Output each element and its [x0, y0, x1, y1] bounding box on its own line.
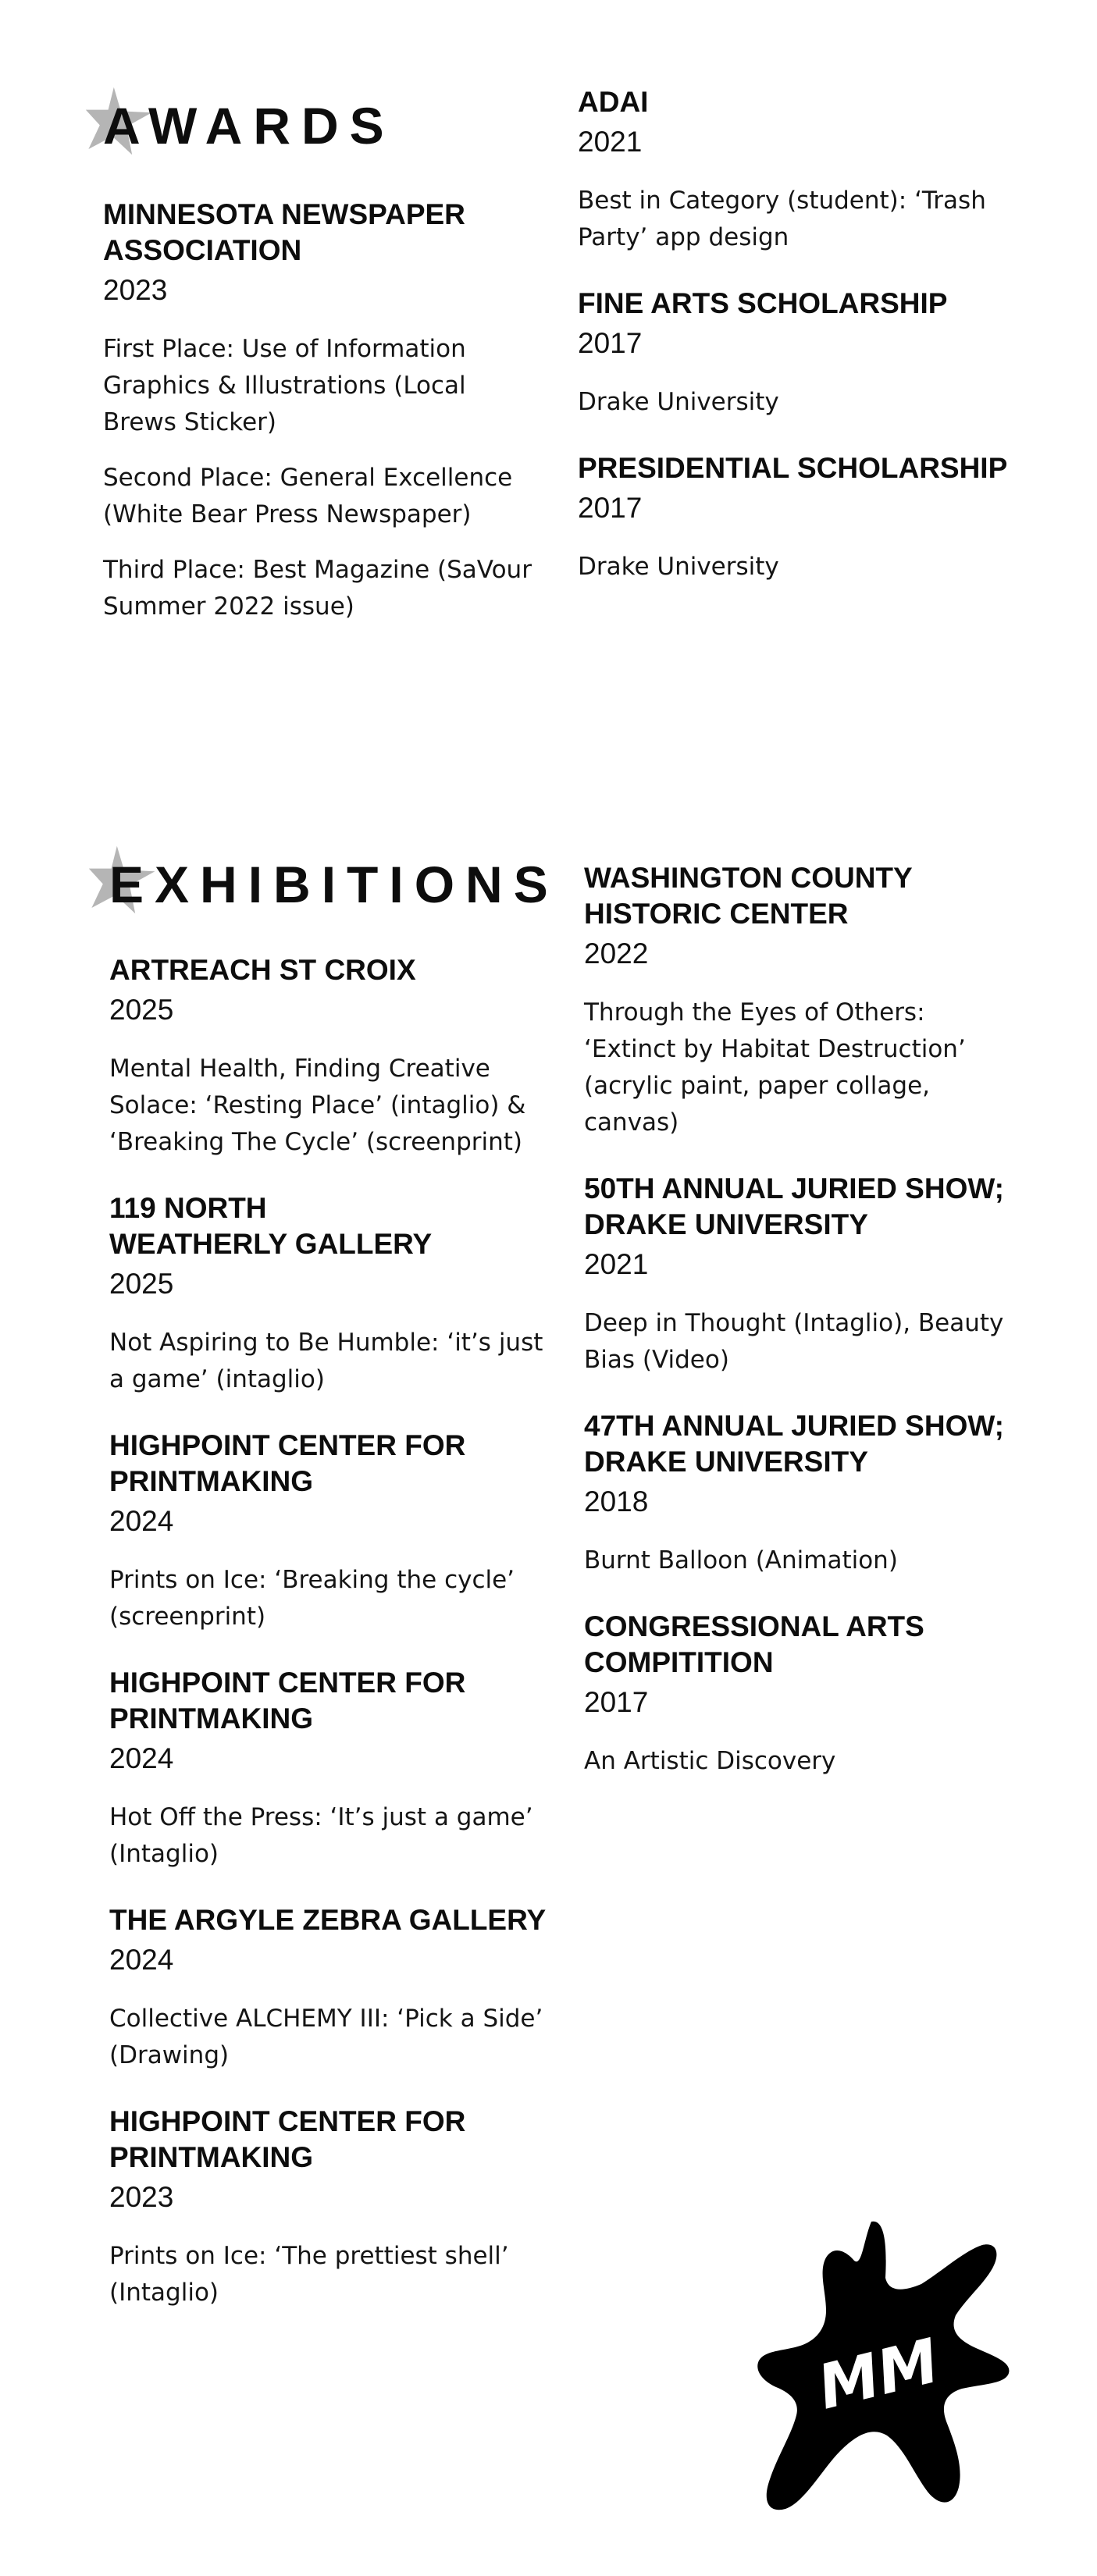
star-splat-logo-icon [754, 2217, 1012, 2514]
exhibition-year: 2022 [584, 938, 649, 970]
exhibition-entry [109, 1190, 547, 1398]
exhibition-details [109, 1051, 547, 1161]
award-details [103, 331, 540, 625]
exhibition-venue: HIGHPOINT CENTER FOR PRINTMAKING [109, 1429, 466, 1497]
exhibition-entry [109, 952, 547, 1161]
exhibition-venue: 50TH ANNUAL JURIED SHOW; DRAKE UNIVERSITY [584, 1172, 1004, 1240]
exhibition-entry [584, 1408, 1021, 1579]
exhibition-entry [109, 1428, 547, 1635]
exhibition-details [109, 1562, 547, 1635]
awards-right-column [578, 84, 1015, 604]
exhibition-venue: HIGHPOINT CENTER FOR PRINTMAKING [109, 2105, 466, 2173]
exhibition-venue: HIGHPOINT CENTER FOR PRINTMAKING [109, 1667, 466, 1735]
exhibition-year: 2018 [584, 1485, 649, 1517]
exhibition-detail: Prints on Ice: ‘Breaking the cycle’ (screenprint) [109, 1566, 515, 1631]
award-entry [578, 450, 1015, 585]
exhibition-venue: WASHINGTON COUNTY HISTORIC CENTER [584, 862, 913, 930]
award-detail: First Place: Use of Information Graphics & Illustrations (Local Brews Sticker) [103, 335, 466, 436]
exhibition-entry [109, 1902, 547, 2074]
award-org: FINE ARTS SCHOLARSHIP [578, 287, 948, 319]
awards-left-column [103, 197, 540, 644]
exhibition-detail: An Artistic Discovery [584, 1747, 836, 1775]
exhibition-entry [109, 1665, 547, 1873]
award-org: PRESIDENTIAL SCHOLARSHIP [578, 452, 1008, 484]
exhibition-detail: Deep in Thought (Intaglio), Beauty Bias (Video) [584, 1309, 1004, 1374]
award-org: MINNESOTA NEWSPAPER ASSOCIATION [103, 198, 465, 266]
exhibition-year: 2023 [109, 2181, 174, 2213]
exhibition-details [109, 1799, 547, 1873]
exhibition-details [584, 1743, 1021, 1780]
exhibitions-title: EXHIBITIONS [109, 856, 559, 913]
exhibition-venue: 119 NORTH WEATHERLY GALLERY [109, 1192, 433, 1260]
exhibition-details [584, 1305, 1021, 1379]
award-year: 2021 [578, 126, 643, 158]
exhibition-year: 2017 [584, 1686, 649, 1718]
award-details [578, 549, 1015, 585]
award-year: 2017 [578, 327, 643, 359]
award-year: 2023 [103, 274, 168, 306]
award-details [578, 384, 1015, 421]
award-details [578, 183, 1015, 256]
exhibition-detail: Prints on Ice: ‘The prettiest shell’ (Intaglio) [109, 2242, 509, 2307]
award-year: 2017 [578, 492, 643, 524]
award-detail: Drake University [578, 553, 779, 581]
exhibition-year: 2024 [109, 1742, 174, 1774]
logo-text: MM [811, 2325, 946, 2424]
exhibition-detail: Hot Off the Press: ‘It’s just a game’ (Intaglio) [109, 1803, 533, 1868]
exhibition-entry [584, 860, 1021, 1141]
exhibition-venue: THE ARGYLE ZEBRA GALLERY [109, 1904, 547, 1936]
exhibition-year: 2025 [109, 994, 174, 1026]
award-entry [103, 197, 540, 625]
exhibition-venue: CONGRESSIONAL ARTS COMPITITION [584, 1610, 924, 1678]
exhibition-details [109, 2238, 547, 2311]
award-entry [578, 84, 1015, 256]
exhibitions-left-column [109, 952, 547, 2330]
exhibition-year: 2024 [109, 1505, 174, 1537]
award-detail: Second Place: General Excellence (White Bear Press Newspaper) [103, 464, 513, 528]
award-entry [578, 286, 1015, 421]
awards-title: AWARDS [103, 97, 395, 155]
exhibition-year: 2025 [109, 1268, 174, 1300]
exhibition-venue: ARTREACH ST CROIX [109, 954, 416, 986]
exhibition-detail: Not Aspiring to Be Humble: ‘it’s just a game’ (intaglio) [109, 1329, 543, 1393]
award-detail: Drake University [578, 388, 779, 416]
exhibition-detail: Mental Health, Finding Creative Solace: ‘Resting Place’ (intaglio) & ‘Breaking The Cycle’ (screenprint) [109, 1055, 526, 1156]
exhibition-details [584, 1542, 1021, 1579]
exhibition-year: 2024 [109, 1944, 174, 1976]
exhibition-detail: Burnt Balloon (Animation) [584, 1546, 898, 1574]
exhibition-entry [109, 2104, 547, 2311]
exhibition-entry [584, 1171, 1021, 1379]
exhibition-detail: Through the Eyes of Others: ‘Extinct by Habitat Destruction’ (acrylic paint, paper collage, canvas) [584, 998, 966, 1137]
exhibition-details [109, 1325, 547, 1398]
exhibition-details [584, 994, 1021, 1141]
exhibition-venue: 47TH ANNUAL JURIED SHOW; DRAKE UNIVERSITY [584, 1410, 1004, 1478]
award-org: ADAI [578, 86, 649, 118]
award-detail: Best in Category (student): ‘Trash Party’ app design [578, 187, 986, 251]
exhibitions-right-column [584, 860, 1021, 1799]
exhibition-detail: Collective ALCHEMY III: ‘Pick a Side’ (Drawing) [109, 2005, 543, 2069]
exhibition-details [109, 2001, 547, 2074]
exhibition-year: 2021 [584, 1248, 649, 1280]
award-detail: Third Place: Best Magazine (SaVour Summer 2022 issue) [103, 556, 532, 621]
exhibition-entry [584, 1609, 1021, 1780]
